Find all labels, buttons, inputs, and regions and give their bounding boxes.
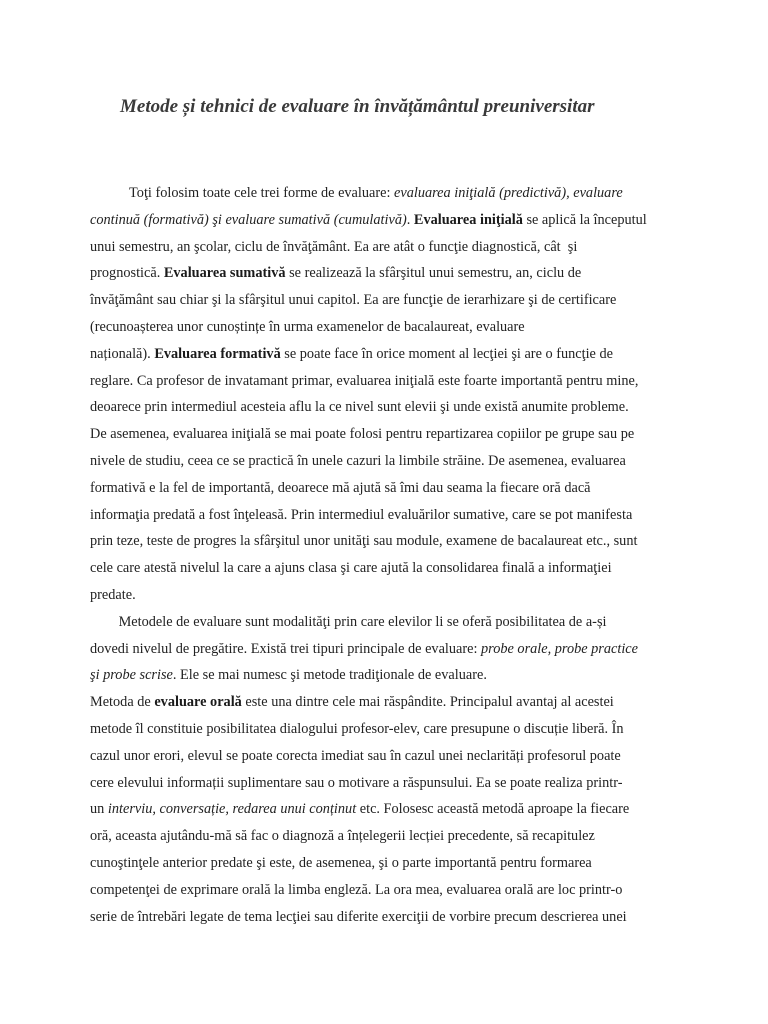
text-line: [90, 287, 680, 314]
text-run: cere elevului informații suplimentare sau o motivare a răspunsului. Ea se poate realiza printr-: [90, 774, 623, 791]
text-line: [90, 421, 680, 448]
text-run: formativă e la fel de importantă, deoarece mă ajută să îmi dau seama la fiecare oră dacă: [90, 479, 591, 496]
italic-term: probe orale, probe practice: [481, 640, 638, 657]
text-line: [90, 207, 680, 234]
italic-term: şi probe scrise: [90, 667, 173, 684]
text-run: Toţi folosim toate cele trei forme de evaluare:: [90, 185, 395, 201]
text-line: [90, 502, 680, 529]
document-title: Metode și tehnici de evaluare în învățământul preuniversitar: [120, 96, 595, 117]
text-line: [90, 904, 680, 931]
text-run: predate.: [90, 586, 136, 603]
text-run: cazul unor erori, elevul se poate corecta imediat sau în cazul unei neclarități profesorul poate: [90, 747, 621, 764]
text-run: oră, aceasta ajutându-mă să fac o diagnoză a înțelegerii lecției precedente, să recapitulez: [90, 828, 595, 845]
text-run: un: [90, 801, 108, 818]
text-run: prognostică.: [90, 265, 164, 282]
text-run: nivele de studiu, ceea ce se practică în unele cazuri la limbile străine. De asemenea, evaluarea: [90, 452, 626, 469]
text-run: etc. Folosesc această metodă aproape la fiecare: [356, 801, 630, 818]
bold-term: evaluare orală: [154, 694, 242, 711]
text-run: este una dintre cele mai răspândite. Principalul avantaj al acestei: [241, 694, 614, 711]
text-line: [90, 448, 680, 475]
text-run: se poate face în orice moment al lecţiei şi are o funcţie de: [280, 345, 613, 362]
italic-term: evaluarea iniţială (predictivă), evaluare: [394, 185, 623, 201]
italic-term: interviu, conversație, redarea unui conținut: [107, 801, 357, 818]
text-line: [90, 636, 680, 663]
italic-term: continuă (formativă): [90, 211, 213, 228]
text-run: (recunoașterea unor cunoștințe în urma examenelor de bacalaureat, evaluare: [90, 318, 525, 335]
text-run: metode îl constituie posibilitatea dialogului profesor-elev, care presupune o discuție liberă. În: [90, 720, 624, 737]
text-run: dovedi nivelul de pregătire. Există trei tipuri principale de evaluare:: [90, 640, 482, 657]
text-line: [90, 394, 680, 421]
text-line: [90, 260, 680, 287]
text-line: [90, 823, 680, 850]
text-run: De asemenea, evaluarea iniţială se mai poate folosi pentru repartizarea copiilor pe grupe sau pe: [90, 426, 635, 443]
text-run: deoarece prin intermediul acesteia aflu la ce nivel sunt elevii şi unde există anumite probleme.: [90, 399, 629, 416]
text-line: [90, 743, 680, 770]
text-line: [90, 877, 680, 904]
text-line: [90, 314, 680, 341]
text-run: se aplică la începutul: [522, 211, 647, 228]
text-run: cele care atestă nivelul la care a ajuns clasa şi care ajută la consolidarea finală a informaţiei: [90, 560, 612, 577]
text-run: informaţia predată a fost înţeleasă. Prin intermediul evaluărilor sumative, care se pot manifesta: [90, 506, 633, 523]
italic-term: şi: [212, 211, 226, 228]
text-run: cunoştinţele anterior predate şi este, de asemenea, şi o parte importantă pentru formarea: [90, 854, 592, 871]
text-line: [90, 555, 680, 582]
text-line: [90, 796, 680, 823]
text-run: învăţământ sau chiar şi la sfârşitul unui capitol. Ea are funcţie de ierarhizare şi de certificare: [90, 292, 617, 309]
text-run: . Ele se mai numesc şi metode tradiţionale de evaluare.: [172, 667, 487, 684]
text-line: [90, 770, 680, 797]
text-run: națională).: [90, 345, 155, 362]
text-line: [90, 475, 680, 502]
text-line: [90, 716, 680, 743]
bold-term: Evaluarea formativă: [154, 345, 281, 362]
text-line: [90, 180, 680, 207]
text-run: reglare. Ca profesor de invatamant primar, evaluarea iniţială este foarte importantă pentru mine,: [90, 372, 639, 389]
text-run: unui semestru, an şcolar, ciclu de învăţământ. Ea are atât o funcţie diagnostică, cât şi: [90, 238, 578, 255]
text-line: [90, 582, 680, 609]
italic-term: evaluare sumativă (cumulativă): [225, 211, 407, 228]
text-run: prin teze, teste de progres la sfârşitul unor unităţi sau module, examene de bacalaureat etc., sunt: [90, 533, 638, 550]
text-line: [90, 609, 680, 636]
text-run: .: [406, 211, 414, 228]
text-line: [90, 689, 680, 716]
text-line: [90, 850, 680, 877]
text-run: serie de întrebări legate de tema lecţiei sau diferite exerciţii de vorbire precum descrierea unei: [90, 908, 627, 925]
bold-term: Evaluarea iniţială: [413, 211, 523, 228]
text-run: competenţei de exprimare orală la limba engleză. La ora mea, evaluarea orală are loc printr-o: [90, 881, 623, 898]
text-run: Metodele de evaluare sunt modalităţi prin care elevilor li se oferă posibilitatea de a-și: [90, 613, 607, 630]
text-line: [90, 341, 680, 368]
text-line: [90, 234, 680, 261]
bold-term: Evaluarea sumativă: [163, 265, 286, 282]
text-line: [90, 368, 680, 395]
text-line: [90, 528, 680, 555]
document-body: [90, 180, 680, 930]
text-run: se realizează la sfârşitul unui semestru, an, ciclu de: [285, 265, 582, 282]
text-line: [90, 662, 680, 689]
text-run: Metoda de: [90, 694, 155, 711]
